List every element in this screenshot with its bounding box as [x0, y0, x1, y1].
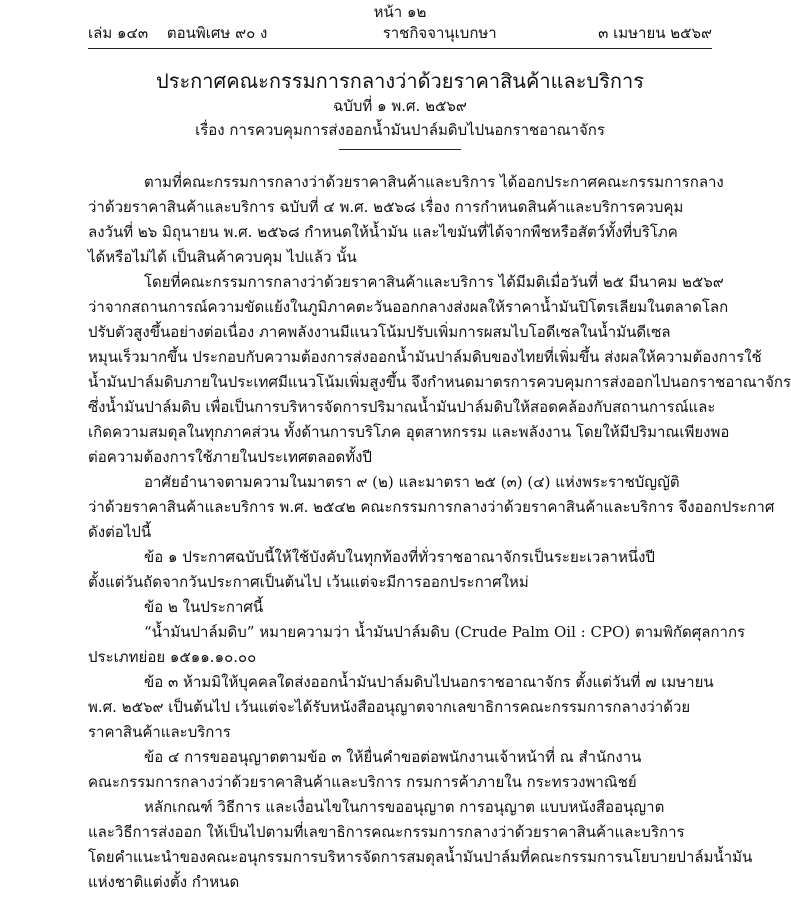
paragraph	[88, 620, 746, 670]
paragraph-line: ปรับตัวสูงขึ้นอย่างต่อเนื่อง ภาคพลังงานมีแนวโน้มปรับเพิ่มการผสมไบโอดีเซลในน้ำมันดีเซล	[88, 323, 671, 341]
paragraph-line: คณะกรรมการกลางว่าด้วยราคาสินค้าและบริการ กรมการค้าภายใน กระทรวงพาณิชย์	[88, 773, 637, 791]
paragraph-line: ตั้งแต่วันถัดจากวันประกาศเป็นต้นไป เว้นแต่จะมีการออกประกาศใหม่	[88, 573, 529, 591]
paragraph-line: ดังต่อไปนี้	[88, 523, 152, 541]
gazette-name: ราชกิจจานุเบกษา	[382, 24, 497, 42]
paragraph	[88, 170, 724, 270]
paragraph-line: ข้อ ๔ การขออนุญาตตามข้อ ๓ ให้ยื่นคำขอต่อพนักงานเจ้าหน้าที่ ณ สำนักงาน	[144, 748, 642, 766]
paragraph-line: แห่งชาติแต่งตั้ง กำหนด	[88, 873, 240, 891]
paragraph-line: เกิดความสมดุลในทุกภาคส่วน ทั้งด้านการบริโภค อุตสาหกรรม และพลังงาน โดยให้มีปริมาณเพียงพอ	[88, 423, 730, 441]
gazette-date: ๓ เมษายน ๒๕๖๙	[598, 24, 712, 42]
paragraph-line: ลงวันที่ ๒๖ มิถุนายน พ.ศ. ๒๕๖๘ กำหนดให้น้ำมัน และไขมันที่ได้จากพืชหรือสัตว์ทั้งที่บริโภค	[88, 223, 678, 241]
paragraph	[88, 470, 775, 545]
paragraph-line: โดยที่คณะกรรมการกลางว่าด้วยราคาสินค้าและบริการ ได้มีมติเมื่อวันที่ ๒๕ มีนาคม ๒๕๖๙	[144, 273, 724, 291]
paragraph-line: และวิธีการส่งออก ให้เป็นไปตามที่เลขาธิการคณะกรรมการกลางว่าด้วยราคาสินค้าและบริการ	[88, 823, 685, 841]
paragraph-line: น้ำมันปาล์มดิบภายในประเทศมีแนวโน้มเพิ่มสูงขึ้น จึงกำหนดมาตรการควบคุมการส่งออกไปนอกราชอาณาจักร	[88, 373, 791, 391]
paragraph-line: ว่าด้วยราคาสินค้าและบริการ พ.ศ. ๒๕๔๒ คณะกรรมการกลางว่าด้วยราคาสินค้าและบริการ จึงออกประกาศ	[88, 498, 775, 516]
paragraph	[88, 670, 712, 745]
gazette-header-left	[88, 22, 281, 46]
paragraph-line: ต่อความต้องการใช้ภายในประเทศตลอดทั้งปี	[88, 448, 372, 466]
announcement-title: ประกาศคณะกรรมการกลางว่าด้วยราคาสินค้าและบริการ	[156, 69, 644, 93]
announcement-body	[88, 170, 791, 895]
paragraph-line: อาศัยอำนาจตามความในมาตรา ๙ (๒) และมาตรา ๒๕ (๓) (๔) แห่งพระราชบัญญัติ	[144, 473, 680, 491]
paragraph-line: หมุนเร็วมากขึ้น ประกอบกับความต้องการส่งออกน้ำมันปาล์มดิบของไทยที่เพิ่มขึ้น ส่งผลให้ความต้องการใช้	[88, 348, 762, 366]
paragraph-line: ราคาสินค้าและบริการ	[88, 723, 231, 741]
paragraph-line: หลักเกณฑ์ วิธีการ และเงื่อนไขในการขออนุญาต การอนุญาต แบบหนังสืออนุญาต	[144, 798, 665, 816]
gazette-header	[88, 22, 712, 46]
paragraph-line: โดยคำแนะนำของคณะอนุกรรมการบริหารจัดการสมดุลน้ำมันปาล์มที่คณะกรรมการนโยบายปาล์มน้ำมัน	[88, 848, 753, 866]
title-rule	[339, 149, 461, 150]
paragraph-line: ตามที่คณะกรรมการกลางว่าด้วยราคาสินค้าและบริการ ได้ออกประกาศคณะกรรมการกลาง	[144, 173, 724, 191]
paragraph-line: ข้อ ๑ ประกาศฉบับนี้ให้ใช้บังคับในทุกท้องที่ทั่วราชอาณาจักรเป็นระยะเวลาหนึ่งปี	[144, 548, 655, 566]
paragraph	[88, 795, 753, 895]
paragraph-line: ซึ่งน้ำมันปาล์มดิบ เพื่อเป็นการบริหารจัดการปริมาณน้ำมันปาล์มดิบให้สอดคล้องกับสถานการณ์และ	[88, 398, 716, 416]
paragraph-line: พ.ศ. ๒๕๖๙ เป็นต้นไป เว้นแต่จะได้รับหนังสืออนุญาตจากเลขาธิการคณะกรรมการกลางว่าด้วย	[88, 698, 691, 716]
page-number: หน้า ๑๒	[373, 3, 427, 21]
paragraph	[88, 270, 791, 470]
announcement-subject: เรื่อง การควบคุมการส่งออกน้ำมันปาล์มดิบไปนอกราชอาณาจักร	[195, 121, 605, 139]
announcement-edition: ฉบับที่ ๑ พ.ศ. ๒๕๖๙	[333, 97, 467, 115]
volume-label: เล่ม ๑๔๓	[88, 24, 149, 42]
paragraph-line: ประเภทย่อย ๑๕๑๑.๑๐.๐๐	[88, 648, 257, 666]
header-rule	[88, 48, 712, 49]
paragraph-line: ว่าด้วยราคาสินค้าและบริการ ฉบับที่ ๔ พ.ศ. ๒๕๖๘ เรื่อง การกำหนดสินค้าและบริการควบคุม	[88, 198, 684, 216]
paragraph	[88, 745, 712, 795]
paragraph-line: “น้ำมันปาล์มดิบ” หมายความว่า น้ำมันปาล์มดิบ (Crude Palm Oil : CPO) ตามพิกัดศุลกากร	[144, 623, 746, 641]
paragraph-line: ข้อ ๓ ห้ามมิให้บุคคลใดส่งออกน้ำมันปาล์มดิบไปนอกราชอาณาจักร ตั้งแต่วันที่ ๗ เมษายน	[144, 673, 714, 691]
paragraph-line: ว่าจากสถานการณ์ความขัดแย้งในภูมิภาคตะวันออกกลางส่งผลให้ราคาน้ำมันปิโตรเลียมในตลาดโลก	[88, 298, 729, 316]
section-label: ตอนพิเศษ ๙๐ ง	[166, 24, 268, 42]
paragraph-line: ได้หรือไม่ได้ เป็นสินค้าควบคุม ไปแล้ว นั้น	[88, 248, 357, 266]
paragraph	[88, 545, 712, 595]
paragraph-line: ข้อ ๒ ในประกาศนี้	[144, 598, 264, 616]
paragraph	[88, 595, 712, 620]
